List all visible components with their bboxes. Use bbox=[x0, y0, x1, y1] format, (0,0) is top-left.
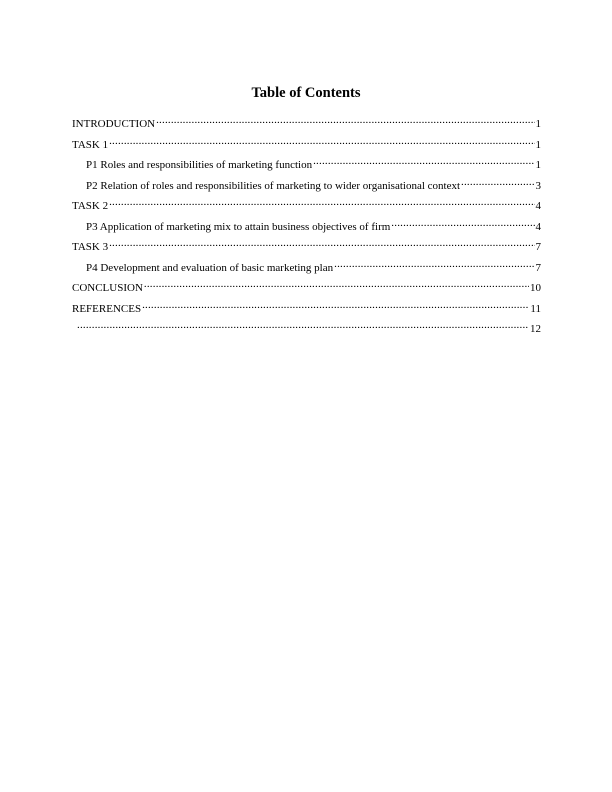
toc-entry-task-2[interactable] bbox=[72, 195, 541, 216]
toc-entry-task-3[interactable] bbox=[72, 236, 541, 257]
toc-entry-label: P4 Development and evaluation of basic marketing plan bbox=[86, 261, 334, 274]
toc-entry-label: P3 Application of marketing mix to attain business objectives of firm bbox=[86, 220, 391, 233]
toc-title: Table of Contents bbox=[251, 85, 361, 101]
toc-entry-task-1[interactable] bbox=[72, 134, 541, 155]
toc-entry-label: CONCLUSION bbox=[72, 282, 143, 294]
toc-entry-p2[interactable] bbox=[72, 175, 541, 196]
toc-entry-page-number: 12 bbox=[530, 323, 541, 335]
toc-entry-page-number: 1 bbox=[535, 118, 541, 130]
toc-entry-label: REFERENCES bbox=[72, 302, 142, 315]
toc-entry-page-number: 11 bbox=[530, 302, 541, 315]
toc-dot-leader bbox=[156, 113, 534, 127]
toc-entry-page-number: 10 bbox=[530, 282, 541, 294]
toc-dot-leader bbox=[109, 236, 534, 250]
toc-entry-page-number: 7 bbox=[535, 241, 541, 253]
toc-entry-label: P2 Relation of roles and responsibilities of marketing to wider organisational context bbox=[86, 179, 461, 192]
toc-entry-page-number: 1 bbox=[535, 138, 541, 151]
toc-entry-p1[interactable] bbox=[72, 154, 541, 175]
toc-entry-page-number: 4 bbox=[535, 220, 541, 233]
toc-entry-label: TASK 1 bbox=[72, 138, 109, 151]
toc-entry-label: TASK 3 bbox=[72, 241, 109, 253]
toc-dot-leader bbox=[109, 134, 534, 148]
table-of-contents bbox=[72, 113, 541, 339]
toc-dot-leader bbox=[144, 277, 529, 291]
toc-entry-label: INTRODUCTION bbox=[72, 118, 156, 130]
toc-dot-leader bbox=[77, 318, 529, 332]
toc-entry-page-number: 4 bbox=[535, 200, 541, 212]
toc-dot-leader bbox=[334, 257, 534, 271]
toc-entry-label: P1 Roles and responsibilities of marketing function bbox=[86, 159, 313, 171]
toc-entry-untitled[interactable] bbox=[72, 318, 541, 339]
toc-entry-p3[interactable] bbox=[72, 216, 541, 237]
toc-entry-introduction[interactable] bbox=[72, 113, 541, 134]
toc-dot-leader bbox=[142, 298, 529, 312]
toc-entry-references[interactable] bbox=[72, 298, 541, 319]
toc-entry-page-number: 1 bbox=[535, 159, 541, 171]
toc-dot-leader bbox=[391, 216, 534, 230]
toc-dot-leader bbox=[313, 154, 534, 168]
toc-dot-leader bbox=[109, 195, 534, 209]
toc-entry-conclusion[interactable] bbox=[72, 277, 541, 298]
toc-entry-page-number: 3 bbox=[535, 179, 541, 192]
toc-entry-label: TASK 2 bbox=[72, 200, 109, 212]
toc-entry-p4[interactable] bbox=[72, 257, 541, 278]
toc-entry-page-number: 7 bbox=[535, 261, 541, 274]
toc-dot-leader bbox=[461, 175, 534, 189]
